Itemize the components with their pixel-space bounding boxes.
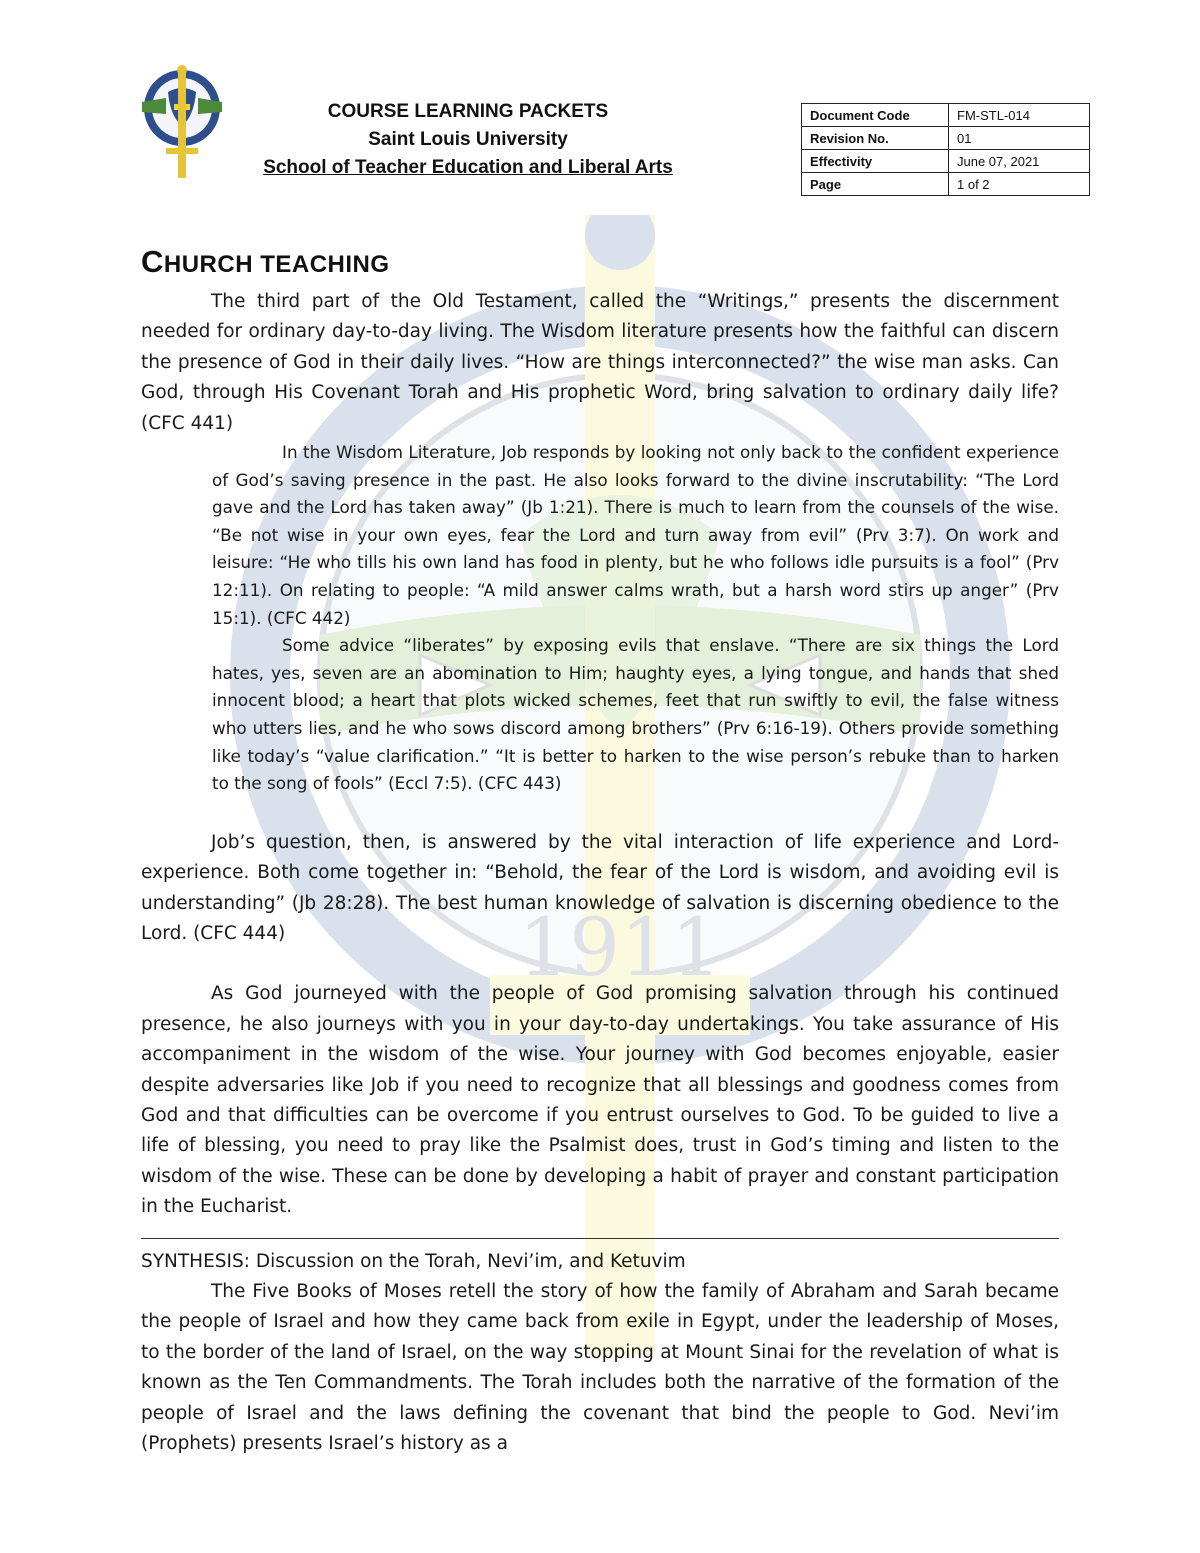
doc-info-value: 1 of 2 (949, 173, 1090, 196)
section-title (141, 240, 1059, 287)
document-body (141, 240, 1059, 1459)
revision-row (802, 127, 1090, 150)
doc-info-label: Revision No. (802, 127, 949, 150)
spacer (141, 798, 1059, 828)
doc-info-value: FM-STL-014 (949, 104, 1090, 127)
doc-info-value: June 07, 2021 (949, 150, 1090, 173)
block-quote (212, 439, 1059, 798)
university-name: Saint Louis University (368, 129, 568, 150)
doc-info-value: 01 (949, 127, 1090, 150)
doc-info-label: Page (802, 173, 949, 196)
section-divider (141, 1238, 1059, 1239)
document-header (0, 0, 1200, 220)
paragraph-writings: The third part of the Old Testament, called the “Writings,” presents the discernment needed for ordinary day-to-day living. The Wisdom literature presents how the faithful can discern the presence of God in their daily lives. “How are things interconnected?” the wise man asks. Can God, through His Covenant Torah and His prophetic Word, bring salvation to ordinary daily life? (CFC 441) (141, 291, 1059, 434)
page-row (802, 173, 1090, 196)
paragraph-job-question: Job’s question, then, is answered by the vital interaction of life experience and Lord-experience. Both come together in: “Behold, the fear of the Lord is wisdom, and avoiding evil is understanding” (Jb 28:28). The best human knowledge of salvation is discerning obedience to the Lord. (CFC 444) (141, 831, 1059, 944)
university-seal-icon (136, 64, 228, 180)
document-code-row (802, 104, 1090, 127)
section-title-rest: HURCH TEACHING (163, 251, 390, 278)
effectivity-row (802, 150, 1090, 173)
doc-info-label: Effectivity (802, 150, 949, 173)
spacer (141, 949, 1059, 979)
quote-paragraph-advice: Some advice “liberates” by exposing evils that enslave. “There are six things the Lord hates, yes, seven are an abomination to Him; haughty eyes, a lying tongue, and hands that shed innocent blood; a heart that plots wicked schemes, feet that run swiftly to evil, the false witness who utters lies, and he who sows discord among brothers” (Prv 6:16-19). Others provide something like today’s “value clarification.” “It is better to harken to the wise person’s rebuke than to harken to the song of fools” (Eccl 7:5). (CFC 443) (212, 635, 1059, 794)
header-titles (238, 98, 698, 182)
school-name: School of Teacher Education and Liberal Arts (263, 157, 673, 178)
paragraph-five-books: The Five Books of Moses retell the story of how the family of Abraham and Sarah became the people of Israel and how they came back from exile in Egypt, under the leadership of Moses, to the border of the land of Israel, on the way stopping at Mount Sinai for the revelation of what is known as the Ten Commandments. The Torah includes both the narrative of the formation of the people of Israel and the laws defining the covenant that bind the people to God. Nevi’im (Prophets) presents Israel’s history as a (141, 1281, 1059, 1455)
doc-info-label: Document Code (802, 104, 949, 127)
synthesis-heading: SYNTHESIS: Discussion on the Torah, Nevi’im, and Ketuvim (141, 1250, 686, 1272)
course-packet-title: COURSE LEARNING PACKETS (327, 101, 609, 122)
document-info-table (801, 103, 1090, 196)
quote-paragraph-job: In the Wisdom Literature, Job responds by looking not only back to the confident experience of God’s saving presence in the past. He also looks forward to the divine inscrutability: “The Lord gave and the Lord has taken away” (Jb 1:21). There is much to learn from the counsels of the wise. “Be not wise in your own eyes, fear the Lord and turn away from evil” (Prv 3:7). On work and leisure: “He who tills his own land has food in plenty, but he who follows idle pursuits is a fool” (Prv 12:11). On relating to people: “A mild answer calms wrath, but a harsh word stirs up anger” (Prv 15:1). (CFC 442) (212, 442, 1059, 628)
svg-text:1911: 1911 (518, 901, 722, 994)
paragraph-journey: As God journeyed with the people of God promising salvation through his continued presence, he also journeys with you in your day-to-day undertakings. You take assurance of His accompaniment in the wisdom of the wise. Your journey with God becomes enjoyable, easier despite adversaries like Job if you need to recognize that all blessings and goodness comes from God and that difficulties can be overcome if you entrust ourselves to God. To be guided to live a life of blessing, you need to pray like the Psalmist does, trust in God’s timing and listen to the wisdom of the wise. These can be done by developing a habit of prayer and constant participation in the Eucharist. (141, 983, 1059, 1218)
section-title-initial: C (141, 244, 164, 279)
